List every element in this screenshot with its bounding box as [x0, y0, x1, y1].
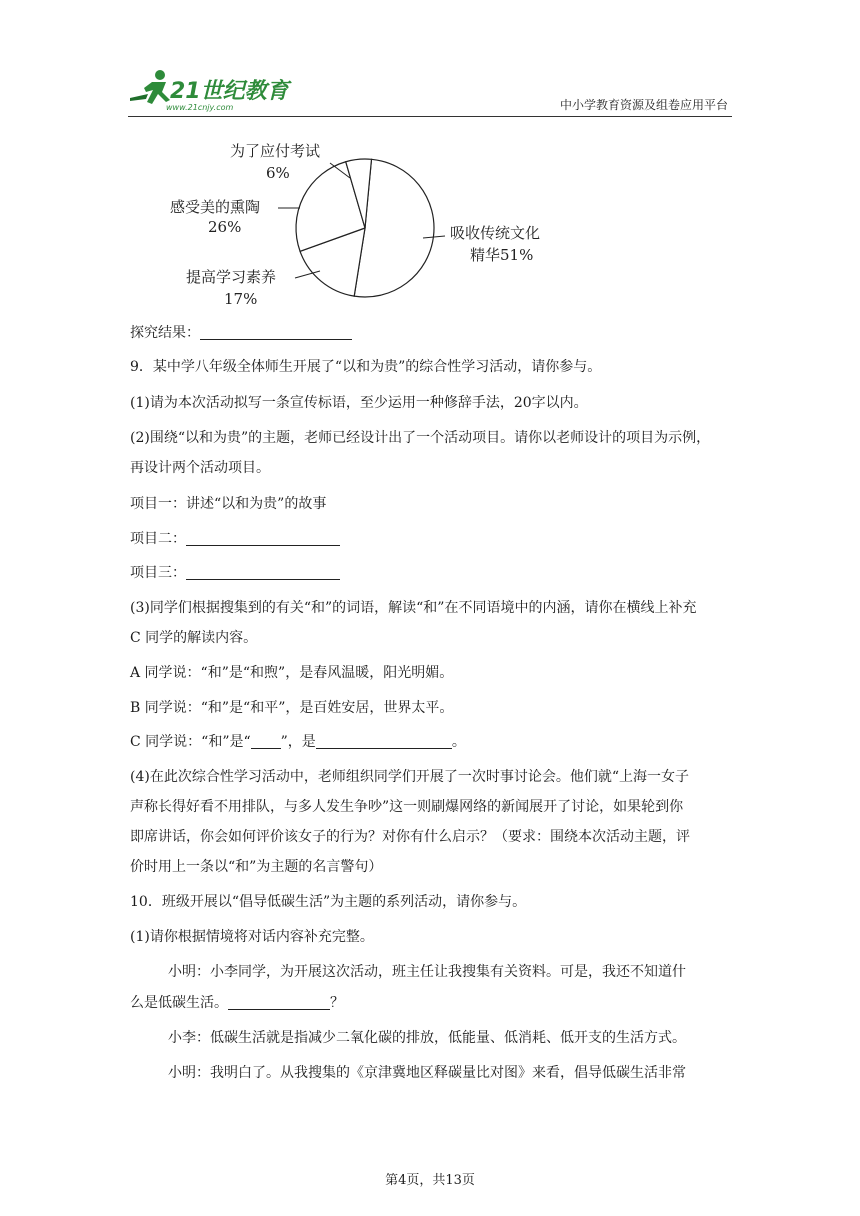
- runner-icon: [130, 70, 170, 104]
- answer-blank[interactable]: [186, 531, 340, 546]
- slice-label: 为了应付考试: [230, 142, 321, 160]
- site-logo: [122, 68, 292, 114]
- q10-title: 10．班级开展以“倡导低碳生活”为主题的系列活动，请你参与。: [130, 894, 527, 910]
- q9-part4-line4: 价时用上一条以“和”为主题的名言警句）: [130, 859, 383, 875]
- q9-part3-line2: C 同学的解读内容。: [130, 630, 258, 646]
- answer-blank[interactable]: [316, 734, 452, 749]
- student-c-statement: [130, 731, 466, 751]
- answer-blank[interactable]: [186, 565, 340, 580]
- pie-slices: [296, 159, 434, 297]
- project-three-line: [130, 562, 340, 582]
- project-three-label: 项目三：: [130, 565, 186, 581]
- dialogue-li-1: 小李：低碳生活就是指减少二氧化碳的排放，低能量、低消耗、低开支的生活方式。: [168, 1030, 686, 1046]
- c-statement-mid: ”，是: [280, 734, 316, 750]
- project-two-label: 项目二：: [130, 531, 186, 547]
- logo-title: 21世纪教育: [170, 79, 289, 104]
- q9-title: 9．某中学八年级全体师生开展了“以和为贵”的综合性学习活动，请你参与。: [130, 359, 602, 375]
- dialogue-ming-1: 小明：小李同学，为开展这次活动，班主任让我搜集有关资料。可是，我还不知道什: [168, 964, 686, 980]
- student-a-statement: A 同学说：“和”是“和煦”，是春风温暖，阳光明媚。: [130, 665, 454, 681]
- q10-part1: (1)请你根据情境将对话内容补充完整。: [130, 929, 374, 945]
- student-b-statement: B 同学说：“和”是“和平”，是百姓安居，世界太平。: [130, 700, 454, 716]
- project-one: 项目一：讲述“以和为贵”的故事: [130, 496, 327, 512]
- slice-value-label: 精华51%: [470, 246, 534, 264]
- result-label: 探究结果：: [130, 325, 200, 341]
- platform-name: 中小学教育资源及组卷应用平台: [559, 98, 728, 112]
- ming-1-text: 么是低碳生活。: [130, 995, 228, 1011]
- slice-label: 感受美的熏陶: [170, 198, 261, 216]
- q9-part3-line1: (3)同学们根据搜集到的有关“和”的词语，解读“和”在不同语境中的内涵，请你在横线上补充: [130, 600, 697, 616]
- logo-url: www.21cnjy.com: [166, 103, 234, 112]
- dialogue-ming-2: 小明：我明白了。从我搜集的《京津冀地区释碳量比对图》来看，倡导低碳生活非常: [168, 1065, 686, 1081]
- answer-blank[interactable]: [228, 995, 330, 1010]
- project-two-line: [130, 528, 340, 548]
- slice-value-label: 26%: [208, 218, 242, 236]
- header-divider: [128, 116, 732, 117]
- q9-part4-line3: 即席讲话，你会如何评价该女子的行为？对你有什么启示？（要求：围绕本次活动主题，评: [130, 829, 690, 845]
- q9-part1: (1)请为本次活动拟写一条宣传标语，至少运用一种修辞手法，20字以内。: [130, 395, 588, 411]
- answer-blank[interactable]: [251, 734, 281, 749]
- slice-label: 提高学习素养: [186, 268, 277, 286]
- q9-part4-line2: 声称长得好看不用排队，与多人发生争吵”这一则刷爆网络的新闻展开了讨论，如果轮到你: [130, 799, 684, 815]
- slice-value-label: 17%: [224, 290, 258, 308]
- ming-1-end: ？: [330, 995, 344, 1011]
- q9-part2-line1: (2)围绕“以和为贵”的主题，老师已经设计出了一个活动项目。请你以老师设计的项目为示例，: [130, 430, 711, 446]
- slice-label: 吸收传统文化: [450, 224, 541, 242]
- pie-chart: [160, 128, 610, 318]
- answer-blank[interactable]: [200, 325, 352, 340]
- q9-part4-line1: (4)在此次综合性学习活动中，老师组织同学们开展了一次时事讨论会。他们就“上海一女子: [130, 769, 689, 785]
- page-number: 第4页，共13页: [385, 1173, 475, 1188]
- c-statement-end: 。: [451, 734, 466, 750]
- q9-part2-line2: 再设计两个活动项目。: [130, 460, 270, 476]
- result-line: [130, 322, 352, 342]
- c-statement-start: C 同学说：“和”是“: [130, 734, 251, 750]
- dialogue-ming-1-cont: [130, 992, 344, 1012]
- slice-value-label: 6%: [266, 164, 290, 182]
